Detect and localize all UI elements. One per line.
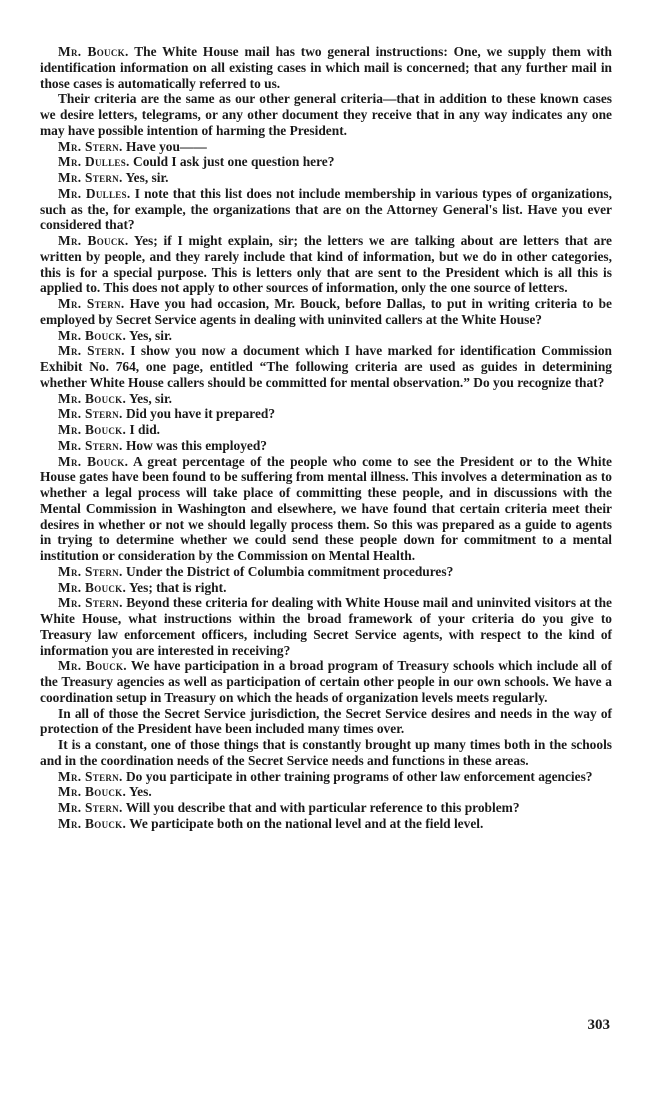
speaker-name: Mr. Bouck. bbox=[58, 815, 127, 831]
paragraph bbox=[40, 44, 612, 91]
transcript-page bbox=[40, 44, 612, 832]
paragraph-text: Have you—— bbox=[126, 138, 207, 154]
paragraph bbox=[40, 706, 612, 738]
paragraph-text: We have participation in a broad program of Treasury schools which include all of the Treasury agencies as well as participation of certain other people in our own schools. We have a coordination setup in Treasury on which the heads of organization levels meets regularly. bbox=[40, 658, 612, 705]
speaker-name: Mr. Bouck. bbox=[58, 784, 127, 800]
paragraph bbox=[40, 595, 612, 658]
paragraph-text: I did. bbox=[129, 422, 161, 437]
speaker-name: Mr. Stern. bbox=[58, 437, 123, 453]
paragraph-text: Yes, sir. bbox=[128, 390, 173, 406]
paragraph-text: Yes. bbox=[128, 784, 152, 800]
speaker-name: Mr. Bouck. bbox=[58, 327, 127, 343]
paragraph-text: Could I ask just one question here? bbox=[133, 154, 335, 170]
speaker-name: Mr. Stern. bbox=[58, 343, 125, 359]
paragraph bbox=[40, 91, 612, 138]
paragraph-text: Have you had occasion, Mr. Bouck, before Dallas, to put in writing criteria to be employed by Secret Service agents in dealing with uninvited callers at the White House? bbox=[40, 296, 612, 327]
paragraph bbox=[40, 784, 612, 800]
speaker-name: Mr. Stern. bbox=[58, 138, 123, 154]
paragraph-text: Their criteria are the same as our other general criteria—that in addition to these known cases we desire letters, telegrams, or any other document they receive that in any way indicates any one may have possible intention of harming the President. bbox=[40, 91, 612, 138]
speaker-name: Mr. Dulles. bbox=[58, 154, 130, 170]
paragraph bbox=[40, 422, 612, 438]
speaker-name: Mr. Bouck. bbox=[58, 658, 127, 674]
paragraph bbox=[40, 438, 612, 454]
paragraph bbox=[40, 406, 612, 422]
paragraph bbox=[40, 154, 612, 170]
paragraph-text: Yes; if I might explain, sir; the letters we are talking about are letters that are written by people, and they rarely include that kind of information, but we do in other categories, this is for a special purpose. This is letters only that are sent to the President which is all this is applied to. This does not apply to other sources of information, only the one source of letters. bbox=[40, 233, 612, 296]
paragraph-text: In all of those the Secret Service jurisdiction, the Secret Service desires and needs in the way of protection of the President have been included many times over. bbox=[40, 705, 612, 737]
paragraph bbox=[40, 139, 612, 155]
paragraph bbox=[40, 816, 612, 832]
speaker-name: Mr. Stern. bbox=[58, 563, 123, 579]
paragraph-text: Did you have it prepared? bbox=[126, 406, 276, 422]
paragraph bbox=[40, 769, 612, 785]
paragraph-text: We participate both on the national level and at the field level. bbox=[129, 815, 484, 831]
paragraph-text: It is a constant, one of those things that is constantly brought up many times both in the schools and in the coordination needs of the Secret Service needs and functions in these areas. bbox=[40, 737, 612, 768]
speaker-name: Mr. Bouck. bbox=[58, 44, 129, 59]
paragraph bbox=[40, 564, 612, 580]
speaker-name: Mr. Stern. bbox=[58, 296, 125, 311]
paragraph bbox=[40, 186, 612, 233]
paragraph-text: I show you now a document which I have marked for identification Commission Exhibit No. 764, one page, entitled “The following criteria are used as guides in determining whether White House callers should be committed for mental observation.” Do you recognize that? bbox=[40, 343, 612, 390]
paragraph bbox=[40, 296, 612, 328]
speaker-name: Mr. Bouck. bbox=[58, 579, 127, 595]
speaker-name: Mr. Bouck. bbox=[58, 390, 127, 406]
paragraph bbox=[40, 580, 612, 596]
paragraph-text: Yes, sir. bbox=[125, 170, 169, 185]
paragraph-text: The White House mail has two general instructions: One, we supply them with identification information on all existing cases in which mail is concerned; that any further mail in those cases is automatically referred to us. bbox=[40, 44, 612, 91]
speaker-name: Mr. Stern. bbox=[58, 595, 123, 611]
paragraph bbox=[40, 391, 612, 407]
paragraph-text: A great percentage of the people who come to see the President or to the White House gates have been found to be suffering from mental illness. This involves a determination as to whether a legal process will take place of committing these people, and in discussions with the Mental Commission in Washington and elsewhere, we have found that certain criteria meet their desires in whether or not we should legally process them. So this was prepared as a guide to agents in trying to determine whether we could send these people down for commitment to a mental institution or consideration by the Commission on Mental Health. bbox=[40, 453, 612, 563]
paragraph bbox=[40, 454, 612, 564]
speaker-name: Mr. Bouck. bbox=[58, 422, 127, 437]
paragraph-text: Yes, sir. bbox=[128, 327, 173, 343]
speaker-name: Mr. Bouck. bbox=[58, 233, 129, 248]
paragraph bbox=[40, 343, 612, 390]
paragraph bbox=[40, 737, 612, 769]
paragraph bbox=[40, 658, 612, 705]
paragraph-text: Will you describe that and with particular reference to this problem? bbox=[125, 800, 520, 815]
paragraph bbox=[40, 233, 612, 296]
speaker-name: Mr. Stern. bbox=[58, 800, 123, 815]
speaker-name: Mr. Stern. bbox=[58, 170, 123, 185]
paragraph bbox=[40, 800, 612, 816]
speaker-name: Mr. Bouck. bbox=[58, 453, 129, 469]
paragraph-text: Do you participate in other training programs of other law enforcement agencies? bbox=[126, 768, 593, 784]
speaker-name: Mr. Dulles. bbox=[58, 185, 131, 201]
paragraph bbox=[40, 170, 612, 186]
speaker-name: Mr. Stern. bbox=[58, 768, 123, 784]
paragraph-text: Yes; that is right. bbox=[128, 579, 227, 595]
speaker-name: Mr. Stern. bbox=[58, 406, 123, 422]
paragraph-text: How was this employed? bbox=[126, 437, 267, 453]
paragraph-text: I note that this list does not include membership in various types of organizations, such as the, for example, the organizations that are on the Attorney General's list. Have you ever considered that? bbox=[40, 185, 612, 233]
paragraph-text: Under the District of Columbia commitment procedures? bbox=[126, 563, 454, 579]
paragraph-text: Beyond these criteria for dealing with White House mail and uninvited visitors at the White House, what instructions within the broad framework of your criteria do you give to Treasury law enforcement officers, including Secret Service agents, with respect to the kind of information you are interested in receiving? bbox=[40, 595, 612, 658]
page-number: 303 bbox=[587, 1017, 610, 1033]
paragraph bbox=[40, 328, 612, 344]
